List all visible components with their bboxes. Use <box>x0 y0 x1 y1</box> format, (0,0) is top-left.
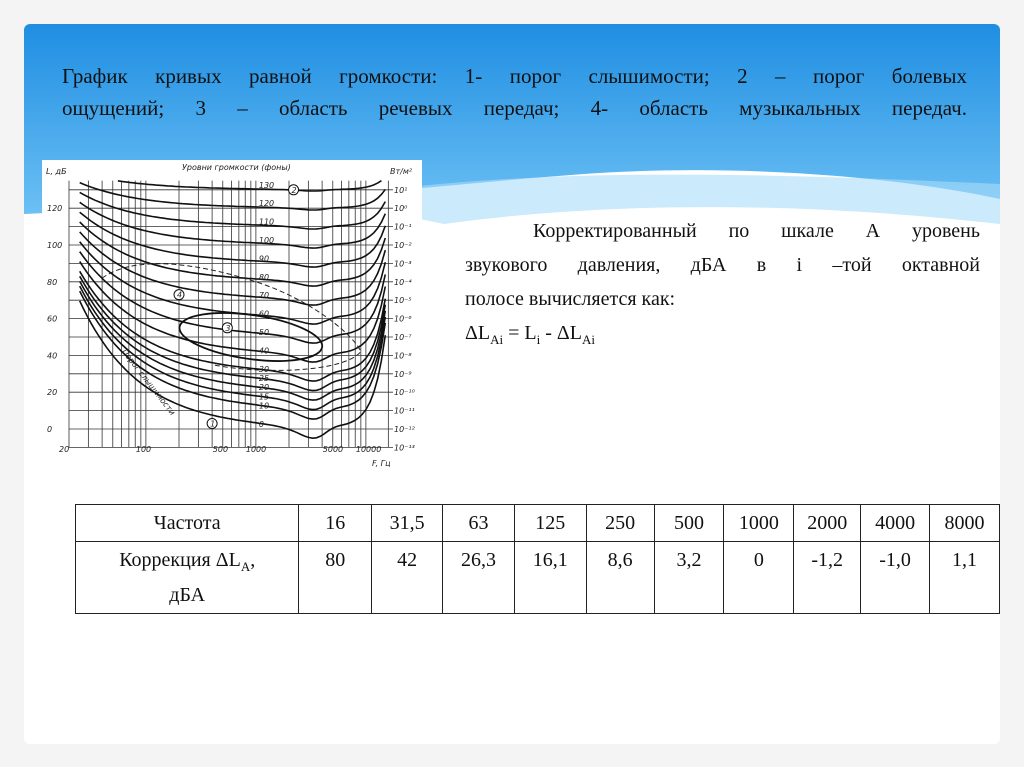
right-tick-label: 10⁻⁸ <box>394 351 412 361</box>
y-tick-label: 20 <box>47 388 58 398</box>
marker-label: 3 <box>225 323 231 333</box>
phon-label: 40 <box>258 346 270 356</box>
loudness-curve <box>80 222 386 286</box>
threshold-label: Порог слышимости <box>119 347 177 417</box>
right-tick-label: 10¹ <box>394 185 408 195</box>
marker-label: 1 <box>210 419 216 429</box>
x-tick-label: 10000 <box>355 445 382 454</box>
title-line: График кривых равной громкости: 1- порог слышимости; 2 – порог болевых <box>62 64 967 88</box>
right-tick-label: 10⁻¹³ <box>394 443 415 453</box>
table-cell: 2000 <box>794 505 861 542</box>
y-tick-label: 100 <box>47 241 63 250</box>
description-line: звукового давления, дБА в i –той октавной <box>465 254 980 276</box>
slide-title <box>62 60 967 124</box>
row-header-text: Коррекция ΔL <box>119 549 241 571</box>
phon-label: 25 <box>258 374 270 383</box>
right-tick-label: 10⁻¹⁰ <box>394 388 415 398</box>
marker-label: 2 <box>291 185 297 195</box>
row-header <box>76 542 299 614</box>
row-header-sub: A <box>240 559 251 574</box>
y-tick-label: 40 <box>47 351 58 361</box>
right-tick-label: 10⁻¹ <box>394 222 412 232</box>
row-header-text: , <box>250 549 256 571</box>
table-cell: 500 <box>654 505 724 542</box>
loudness-curve <box>80 232 386 305</box>
phon-label: 50 <box>258 328 270 337</box>
table-cell: -1,0 <box>861 542 930 614</box>
row-header: Частота <box>76 505 299 542</box>
phon-label: 0 <box>258 420 264 429</box>
table-row <box>76 542 1000 614</box>
x-tick-label: 500 <box>212 445 229 454</box>
loudness-curve <box>80 192 386 229</box>
right-tick-label: 10⁻⁶ <box>394 314 412 324</box>
right-tick-label: 10⁻⁷ <box>394 333 412 342</box>
loudness-curve <box>80 301 386 438</box>
phon-label: 15 <box>258 392 270 402</box>
description-line: полосе вычисляется как: <box>465 288 676 310</box>
right-tick-label: 10⁻¹¹ <box>394 406 415 416</box>
phon-label: 80 <box>258 272 270 282</box>
description-text <box>465 214 980 357</box>
correction-table <box>75 504 1000 614</box>
phon-label: 20 <box>258 383 270 393</box>
x-tick-label: 5000 <box>322 445 344 454</box>
table-cell: 63 <box>443 505 515 542</box>
right-tick-label: 10⁰ <box>394 204 408 214</box>
phon-label: 130 <box>258 180 275 190</box>
phon-label: 100 <box>258 236 275 245</box>
table-cell: 0 <box>724 542 794 614</box>
description-line: Корректированный по шкале А уровень <box>533 220 980 242</box>
x-tick-label: 1000 <box>245 445 267 454</box>
figure-title: Уровни громкости (фоны) <box>182 163 291 172</box>
table-cell: 125 <box>514 505 586 542</box>
phon-label: 90 <box>258 254 270 264</box>
formula <box>465 316 980 357</box>
slide-page <box>24 24 1000 744</box>
formula-part: = L <box>503 322 537 344</box>
phon-label: 120 <box>258 199 275 209</box>
marker-label: 4 <box>177 290 183 300</box>
row-header-unit: дБА <box>169 584 206 606</box>
x-axis-label: F, Гц <box>372 459 391 468</box>
y-tick-label: 60 <box>47 314 58 324</box>
y-tick-label: 80 <box>47 277 58 287</box>
y-tick-label: 0 <box>47 425 53 434</box>
phon-label: 110 <box>258 217 275 227</box>
phon-label: 70 <box>258 291 270 301</box>
x-tick-label: 20 <box>59 445 70 454</box>
table-row <box>76 505 1000 542</box>
table-cell: 1,1 <box>930 542 1000 614</box>
table-cell: 1000 <box>724 505 794 542</box>
formula-sub: Ai <box>581 332 595 347</box>
x-tick-label: 100 <box>135 445 152 454</box>
right-tick-label: 10⁻² <box>394 241 412 250</box>
y-axis-label: L, дБ <box>46 167 67 176</box>
table-cell: 8,6 <box>586 542 654 614</box>
y-tick-label: 120 <box>47 204 63 214</box>
right-tick-label: 10⁻¹² <box>394 425 415 434</box>
right-tick-label: 10⁻³ <box>394 259 412 269</box>
phon-label: 60 <box>258 309 270 319</box>
formula-sub: i <box>536 332 541 347</box>
table-cell: 80 <box>299 542 372 614</box>
title-line: ощущений; 3 – область речевых передач; 4- область музыкальных передач. <box>62 96 967 120</box>
loudness-curve <box>80 212 386 267</box>
table-cell: 42 <box>372 542 443 614</box>
equal-loudness-chart <box>42 160 422 470</box>
table-cell: 8000 <box>930 505 1000 542</box>
formula-part: - ΔL <box>540 322 582 344</box>
formula-sub: Ai <box>490 332 504 347</box>
right-axis-label: Вт/м² <box>390 167 413 176</box>
table-cell: 4000 <box>861 505 930 542</box>
table-cell: 26,3 <box>443 542 515 614</box>
phon-label: 10 <box>258 401 270 411</box>
phon-label: 30 <box>258 364 270 374</box>
table-cell: 250 <box>586 505 654 542</box>
right-tick-label: 10⁻⁹ <box>394 369 412 379</box>
table-cell: 16,1 <box>514 542 586 614</box>
formula-part: ΔL <box>465 322 491 344</box>
right-tick-label: 10⁻⁴ <box>394 277 412 287</box>
table-cell: -1,2 <box>794 542 861 614</box>
loudness-curve <box>80 180 386 210</box>
table-cell: 3,2 <box>654 542 724 614</box>
table-cell: 16 <box>299 505 372 542</box>
table-cell: 31,5 <box>372 505 443 542</box>
right-tick-label: 10⁻⁵ <box>394 296 412 306</box>
